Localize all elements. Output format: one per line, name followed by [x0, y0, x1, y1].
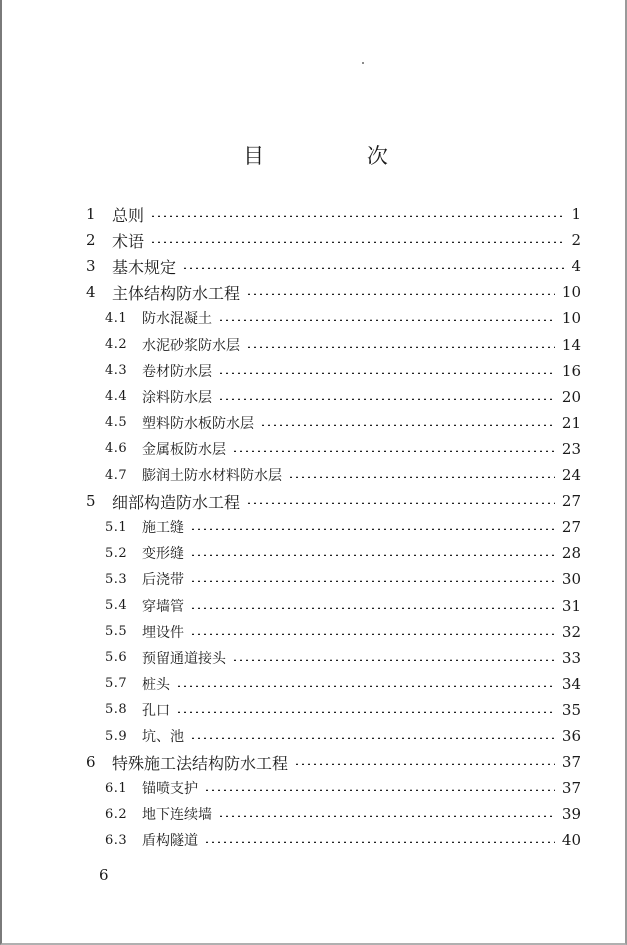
toc-entry-number: 5.3 [105, 571, 128, 587]
toc-entry-number: 6.3 [105, 832, 128, 848]
toc-entry-title: 施工缝 [142, 520, 184, 537]
toc-entry-page: 40 [561, 831, 581, 850]
toc-entry[interactable] [2, 387, 627, 407]
toc-entry-title: 预留通道接头 [142, 650, 226, 667]
toc-entry-page: 28 [561, 544, 581, 563]
toc-entry-page: 14 [561, 335, 581, 354]
toc-leader-dots [232, 450, 555, 452]
toc-entry-number: 6.1 [105, 780, 128, 796]
toc-entry-title: 埋设件 [142, 624, 184, 641]
toc-entry[interactable] [2, 256, 627, 276]
page-number-footer: 6 [99, 866, 109, 884]
toc-entry[interactable] [2, 726, 627, 746]
toc-entry-number: 5 [86, 492, 96, 511]
toc-entry-title: 细部构造防水工程 [112, 492, 241, 512]
toc-entry-page: 36 [561, 727, 581, 745]
toc-entry-page: 10 [561, 309, 581, 328]
toc-entry-number: 5.2 [105, 545, 128, 561]
toc-entry[interactable] [2, 465, 627, 485]
toc-entry-page: 16 [561, 361, 581, 380]
toc-leader-dots [218, 319, 555, 321]
toc-entry-page: 34 [561, 674, 581, 693]
toc-entry-number: 5.6 [105, 650, 128, 666]
toc-entry-title: 卷材防水层 [142, 363, 212, 380]
toc-entry[interactable] [2, 204, 627, 224]
toc-entry-page: 30 [561, 570, 581, 589]
toc-entry[interactable] [2, 674, 627, 694]
toc-entry-number: 5.5 [105, 624, 128, 640]
toc-entry-number: 5.7 [105, 676, 128, 692]
scan-speck [362, 62, 364, 64]
toc-entry-title: 地下连续墙 [142, 807, 212, 824]
toc-leader-dots [246, 502, 555, 504]
toc-entry-page: 32 [561, 622, 581, 641]
toc-entry-page: 37 [561, 779, 581, 798]
toc-leader-dots [190, 737, 555, 739]
toc-entry-title: 膨润土防水材料防水层 [142, 468, 282, 484]
toc-entry-page: 23 [561, 439, 581, 458]
toc-entry-title: 基木规定 [112, 257, 177, 277]
toc-entry-number: 4.4 [105, 389, 128, 405]
toc-entry[interactable] [2, 439, 627, 459]
toc-leader-dots [190, 528, 555, 530]
toc-leader-dots [190, 607, 555, 609]
toc-leader-dots [150, 215, 564, 217]
toc-entry[interactable] [2, 308, 627, 328]
toc-entry-title: 塑料防水板防水层 [142, 415, 254, 432]
toc-entry-title: 术语 [112, 231, 145, 251]
toc-entry-number: 5.1 [105, 519, 128, 535]
toc-leader-dots [150, 241, 564, 243]
toc-entry-number: 4.6 [105, 441, 128, 457]
toc-entry[interactable] [2, 700, 627, 720]
page-title: 目 次 [243, 144, 436, 168]
toc-entry-title: 盾构隧道 [142, 833, 198, 850]
toc-entry[interactable] [2, 569, 627, 589]
toc-entry[interactable] [2, 778, 627, 798]
toc-entry-number: 4 [86, 283, 96, 302]
toc-leader-dots [176, 711, 555, 713]
toc-leader-dots [190, 633, 555, 635]
toc-entry-number: 4.1 [105, 310, 128, 326]
toc-entry-title: 总则 [112, 205, 145, 225]
toc-entry-title: 后浇带 [142, 572, 184, 589]
toc-entry-number: 5.9 [105, 728, 128, 744]
toc-entry-number: 1 [86, 205, 96, 223]
toc-entry-page: 10 [561, 283, 581, 302]
toc-entry[interactable] [2, 752, 627, 772]
toc-leader-dots [182, 267, 564, 269]
toc-entry-title: 特殊施工法结构防水工程 [112, 753, 289, 773]
toc-entry-number: 5.4 [105, 598, 128, 613]
toc-entry-title: 坑、池 [142, 729, 184, 745]
toc-entry-page: 31 [561, 596, 581, 615]
toc-entry[interactable] [2, 491, 627, 511]
toc-leader-dots [218, 372, 555, 374]
toc-entry-page: 27 [561, 518, 581, 537]
toc-entry[interactable] [2, 804, 627, 824]
toc-entry-title: 主体结构防水工程 [112, 283, 241, 303]
toc-entry-page: 2 [571, 231, 581, 250]
toc-entry-title: 变形缝 [142, 546, 184, 563]
toc-entry-page: 35 [561, 700, 581, 719]
toc-entry-number: 4.7 [105, 467, 128, 483]
toc-entry-number: 4.3 [105, 363, 128, 379]
toc-leader-dots [260, 424, 555, 426]
toc-entry-page: 27 [561, 492, 581, 511]
toc-leader-dots [190, 554, 555, 556]
toc-entry-number: 6 [86, 753, 96, 772]
toc-entry[interactable] [2, 622, 627, 642]
toc-entry-number: 4.5 [105, 415, 128, 431]
toc-entry-page: 24 [561, 466, 581, 484]
toc-entry-page: 37 [561, 753, 581, 772]
toc-entry-title: 防水混凝土 [142, 311, 212, 328]
toc-leader-dots [176, 685, 555, 687]
toc-entry-title: 锚喷支护 [142, 781, 198, 798]
toc-entry[interactable] [2, 543, 627, 563]
toc-entry-page: 4 [571, 257, 581, 276]
toc-leader-dots [190, 580, 555, 582]
toc-entry-number: 6.2 [105, 806, 128, 822]
toc-leader-dots [218, 398, 555, 400]
toc-entry[interactable] [2, 596, 627, 616]
toc-entry[interactable] [2, 361, 627, 381]
toc-leader-dots [246, 346, 555, 348]
toc-entry[interactable] [2, 282, 627, 302]
toc-entry-page: 20 [561, 387, 581, 406]
toc-entry-title: 涂料防水层 [142, 389, 212, 406]
toc-entry-number: 3 [86, 257, 96, 276]
toc-entry[interactable] [2, 648, 627, 668]
toc-entry-number: 2 [86, 231, 96, 250]
toc-leader-dots [218, 815, 555, 817]
toc-leader-dots [288, 476, 555, 478]
toc-entry-title: 桩头 [142, 676, 170, 693]
toc-leader-dots [246, 293, 555, 295]
toc-entry[interactable] [2, 517, 627, 537]
toc-leader-dots [204, 789, 555, 791]
toc-entry-title: 水泥砂浆防水层 [142, 337, 240, 354]
toc-entry[interactable] [2, 230, 627, 250]
toc-entry-page: 1 [571, 205, 581, 223]
toc-entry-number: 5.8 [105, 702, 128, 718]
toc-entry-title: 穿墙管 [142, 598, 184, 615]
toc-entry-page: 21 [561, 413, 581, 432]
toc-entry[interactable] [2, 413, 627, 433]
toc-leader-dots [294, 763, 555, 765]
toc-entry[interactable] [2, 830, 627, 850]
toc-entry[interactable] [2, 335, 627, 355]
toc-leader-dots [204, 841, 555, 843]
toc-leader-dots [232, 659, 555, 661]
toc-entry-title: 金属板防水层 [142, 441, 226, 458]
toc-entry-page: 39 [561, 805, 581, 824]
toc-entry-number: 4.2 [105, 337, 128, 352]
toc-entry-page: 33 [561, 648, 581, 667]
toc-entry-title: 孔口 [142, 702, 170, 719]
